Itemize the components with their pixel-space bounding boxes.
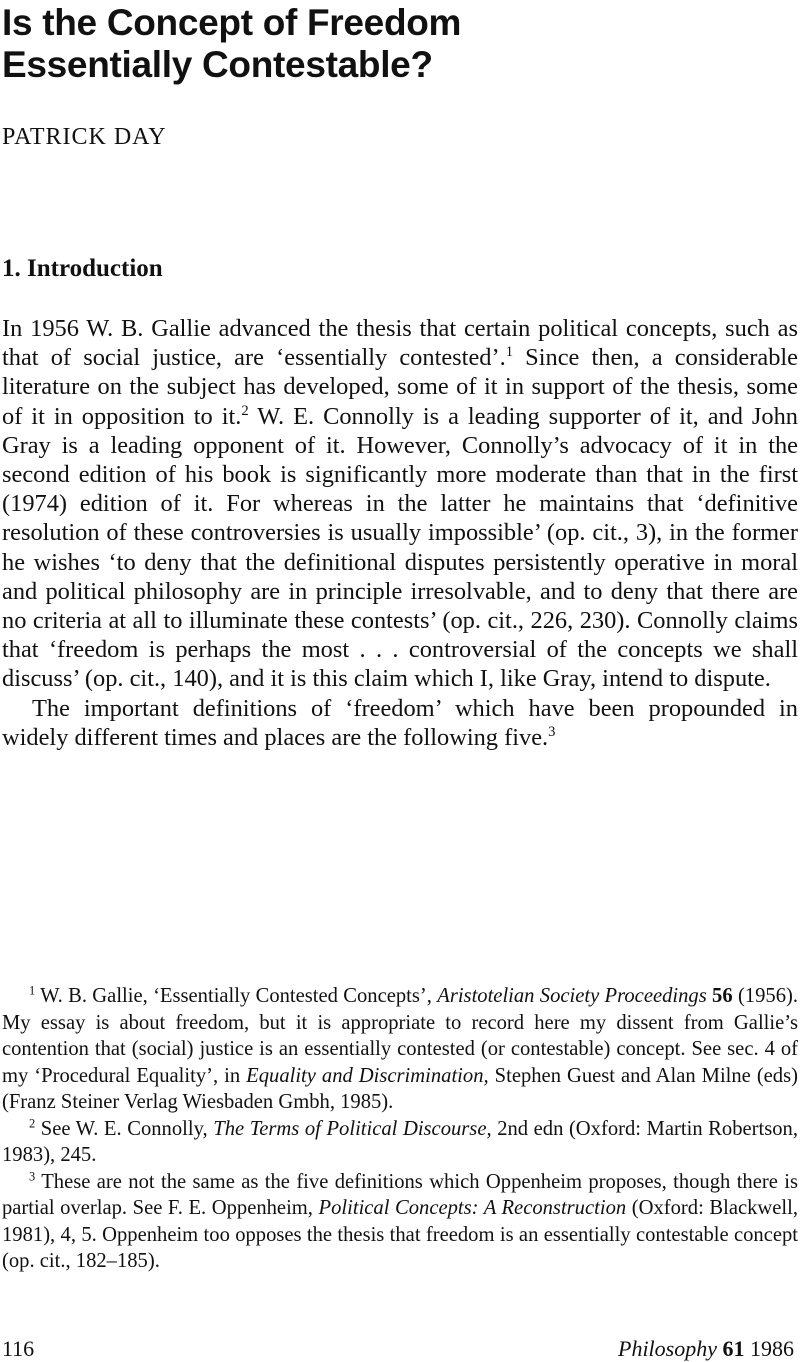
footnote-1: $^1$ W. B. Gallie, ‘Essentially Contested Concepts’, Aristotelian Society Proceedings 56 (1956). My essay is about freedom, but it is appropriate to record here my dissent from Gallie’s contention that (social) justice is an essentially contested (or contestable) concept. See sec. 4 of my ‘Procedural Equality’, in Equality and Discrimination, Stephen Guest and Alan Milne (eds) (Franz Steiner Verlag Wiesbaden Gmbh, 1985). (2, 983, 798, 1113)
footnotes (2, 983, 798, 1275)
article-title (2, 2, 792, 86)
book-title: The Terms of Political Discourse, (213, 1117, 492, 1140)
author-name: PATRICK DAY (2, 124, 167, 150)
footnote-number: 3 (29, 1169, 36, 1184)
paragraph-1: In 1956 W. B. Gallie advanced the thesis that certain political concepts, such as that of social justice, are ‘essentially contested’.$^1$ Since then, a considerable literature on the subject has developed, some of it in support of the thesis, some of it in opposition to it.$^2$ W. E. Connolly is a leading supporter of it, and John Gray is a leading opponent of it. However, Connolly’s advocacy of it in the second edition of his book is significantly more moderate than that in the first (1974) edition of it. For whereas in the latter he maintains that ‘definitive resolution of these controversies is usually impossible’ (op. cit., 3), in the former he wishes ‘to deny that the definitional disputes persistently operative in moral and political philosophy are in principle irresolvable, and to deny that there are no criteria at all to illuminate these contests’ (op. cit., 226, 230). Connolly claims that ‘freedom is perhaps the most . . . controversial of the concepts we shall discuss’ (op. cit., 140), and it is this claim which I, like Gray, intend to dispute. (2, 315, 798, 693)
body-text (2, 314, 798, 752)
book-title: Political Concepts: A Reconstruction (318, 1197, 627, 1219)
journal-title: Aristotelian Society Proceedings (437, 985, 707, 1007)
volume-number: 56 (706, 985, 733, 1007)
footnote-ref-2[interactable]: 2 (241, 402, 249, 419)
footnote-ref-3[interactable]: 3 (548, 724, 556, 741)
journal-volume: 61 (722, 1336, 745, 1361)
journal-year: 1986 (750, 1336, 794, 1361)
page-number: 116 (2, 1336, 35, 1361)
paragraph-2: The important definitions of ‘freedom’ which have been propounded in widely different times and places are the following five.$^3$ (2, 694, 798, 751)
title-line-1: Is the Concept of Freedom (2, 2, 462, 43)
section-heading: 1. Introduction (2, 255, 163, 282)
book-title: Equality and Discrimination, (246, 1064, 489, 1087)
journal-info (618, 1336, 794, 1362)
title-line-2: Essentially Contestable? (2, 44, 433, 85)
footnote-number: 1 (29, 983, 36, 998)
journal-name: Philosophy (618, 1336, 717, 1361)
footnote-number: 2 (29, 1116, 36, 1131)
footnote-3: $^3$ These are not the same as the five definitions which Oppenheim proposes, though there is partial overlap. See F. E. Oppenheim, Political Concepts: A Reconstruction (Oxford: Blackwell, 1981), 4, 5. Oppenheim too opposes the thesis that freedom is an essentially contestable concept (op. cit., 182–185). (2, 1169, 798, 1272)
footnote-2: $^2$ See W. E. Connolly, The Terms of Political Discourse, 2nd edn (Oxford: Martin Robertson, 1983), 245. (2, 1116, 798, 1166)
footnote-ref-1[interactable]: 1 (505, 344, 513, 361)
